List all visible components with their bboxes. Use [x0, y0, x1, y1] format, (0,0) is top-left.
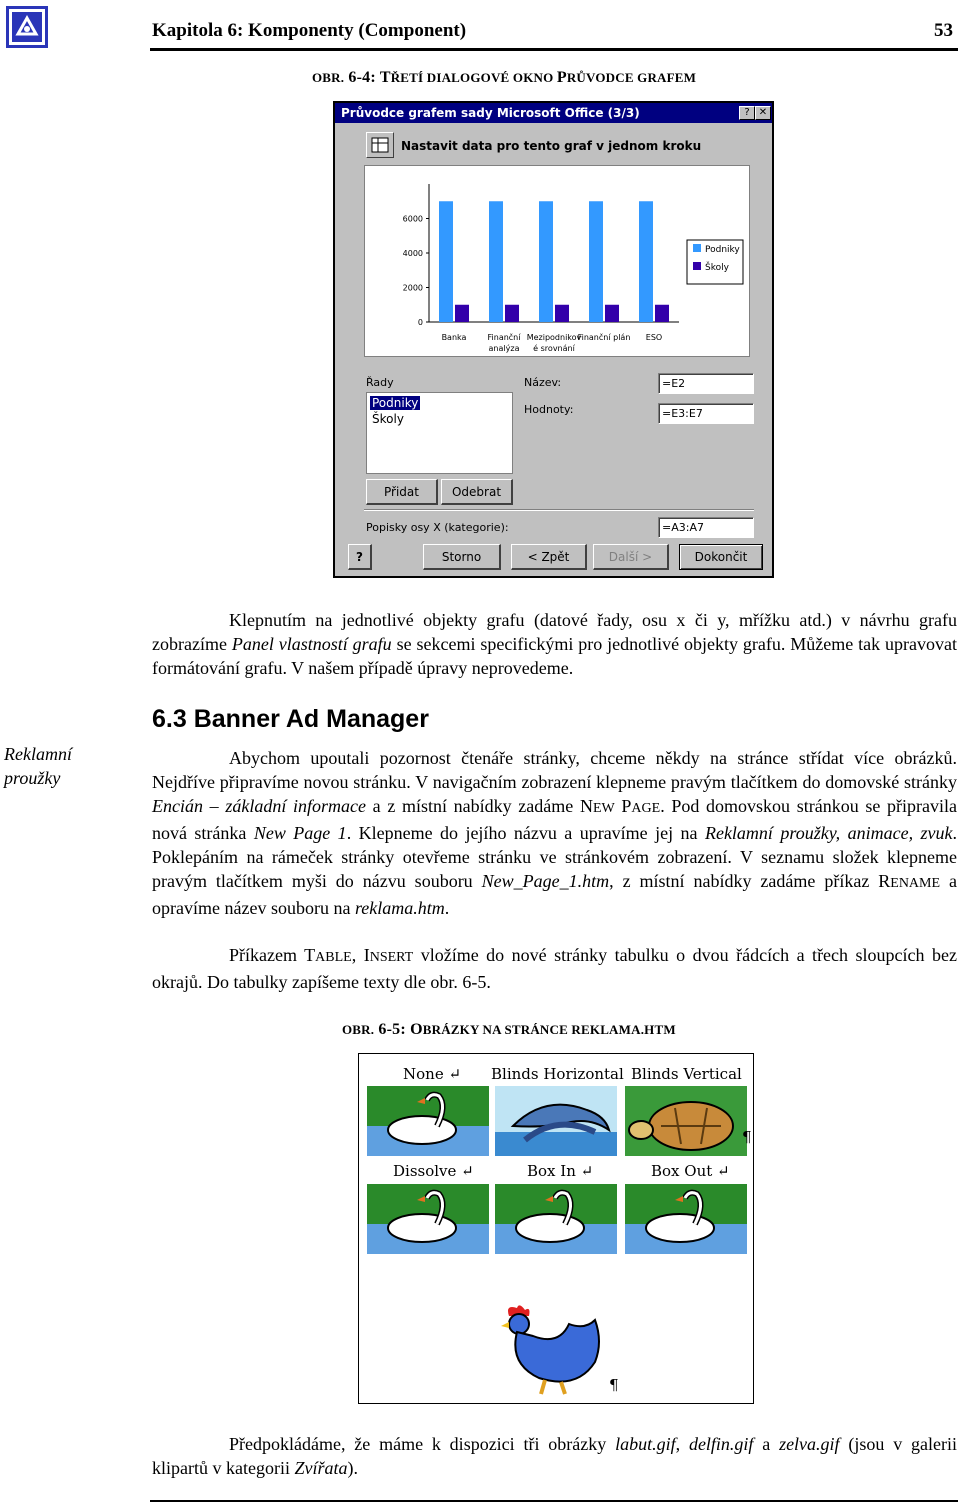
pilcrow-mark: ¶: [742, 1128, 752, 1146]
paragraph-4: Předpokládáme, že máme k dispozici tři obrázky labut.gif, delfin.gif a zelva.gif (jsou v galerii klipartů v kategorii Zvířata).: [152, 1434, 957, 1478]
one-step-label: Nastavit data pro tento graf v jednom kroku: [401, 139, 702, 153]
cell-label-dissolve: Dissolve ↵: [393, 1162, 474, 1180]
values-label: Hodnoty:: [524, 403, 574, 416]
bar-chart: [365, 166, 749, 356]
chart-legend-swatch: [693, 262, 701, 270]
separator: [364, 509, 754, 511]
series-label: Řady: [366, 376, 394, 389]
chart-bar-školy: [555, 305, 569, 322]
paragraph-1: Klepnutím na jednotlivé objekty grafu (datové řady, osu x či y, mřížku atd.) v návrhu grafu zobrazíme Panel vlastností grafu se sekcemi specifickými pro jednotlivé objekty grafu. Můžeme tak upravovat formátování grafu. V našem případě úpravy neprovedeme.: [152, 610, 958, 678]
chart-bar-podniky: [589, 201, 603, 322]
turtle-clipart-icon: [625, 1086, 747, 1161]
help-title-button[interactable]: ?: [739, 106, 755, 120]
chart-bar-podniky: [489, 201, 503, 322]
series-item-skoly[interactable]: Školy: [372, 412, 404, 426]
chart-bar-školy: [455, 305, 469, 322]
chart-bar-podniky: [539, 201, 553, 322]
chart-category-label: Finanční: [487, 333, 521, 342]
chart-y-tick-label: 0: [417, 318, 423, 327]
name-field[interactable]: =E2: [658, 373, 754, 394]
rooster-clipart-icon: [499, 1302, 609, 1402]
swan-clipart-icon: [495, 1184, 617, 1259]
figure-caption: OBR. 6-4: TŘETÍ DIALOGOVÉ OKNO PRŮVODCE GRAFEM: [312, 69, 697, 86]
chart-legend-label: Školy: [705, 263, 729, 273]
section-heading: 6.3 Banner Ad Manager: [152, 705, 429, 733]
series-list[interactable]: [366, 392, 513, 474]
swan-clipart-icon: [625, 1184, 747, 1259]
cell-label-none: None ↵: [403, 1065, 462, 1083]
back-button[interactable]: < Zpět: [511, 544, 587, 570]
series-item-podniky[interactable]: Podniky: [372, 396, 419, 410]
swan-clipart-icon: [367, 1086, 489, 1161]
chart-wizard-dialog: [333, 101, 774, 578]
cell-label-box-out: Box Out ↵: [651, 1162, 730, 1180]
paragraph-2: Abychom upoutali pozornost čtenáře stránky, chceme někdy na stránce střídat více obrázků. Nejdříve připravíme novou stránku. V navigačním zobrazení klepneme pravým tlačítkem do domovské stránky Encián – základní informace a z místní nabídky zadáme NEW PAGE. Pod domovskou stránkou se připravila nová stránka New Page 1. Klepneme do jejího názvu a upravíme jej na Reklamní proužky, animace, zvuk. Poklepáním na rámeček stránky otevřeme stránku ve stránkovém zobrazení. V seznamu složek klepneme pravým tlačítkem myši do názvu souboru New_Page_1.htm, z místní nabídky zadáme příkaz RENAME a opravíme název souboru na reklama.htm.: [152, 748, 958, 918]
chapter-logo-icon: [6, 6, 48, 48]
chart-bar-školy: [605, 305, 619, 322]
chart-category-label: é srovnání: [533, 344, 575, 353]
chart-category-label: analýza: [488, 344, 520, 353]
header-rule: [150, 48, 958, 51]
cell-label-box-in: Box In ↵: [527, 1162, 594, 1180]
datasheet-icon[interactable]: [366, 132, 394, 158]
footer-rule: [150, 1500, 958, 1502]
chart-bar-podniky: [439, 201, 453, 322]
name-label: Název:: [524, 376, 562, 389]
axis-labels-label: Popisky osy X (kategorie):: [366, 521, 509, 534]
chart-category-label: Finanční plán: [577, 333, 631, 342]
chart-y-tick-label: 2000: [402, 283, 423, 293]
dialog-title: Průvodce grafem sady Microsoft Office (3/3): [335, 103, 772, 123]
page-number: 53: [934, 20, 953, 41]
chart-legend-swatch: [693, 244, 701, 252]
reklama-page-figure: [358, 1053, 754, 1404]
paragraph-3: Příkazem TABLE, INSERT vložíme do nové stránky tabulku o dvou řádcích a třech sloupcích bez okrajů. Do tabulky zapíšeme texty dle obr. 6-5.: [152, 945, 957, 992]
pilcrow-mark-end: ¶: [609, 1376, 619, 1394]
close-icon[interactable]: ✕: [755, 106, 771, 120]
dolphin-clipart-icon: [495, 1086, 617, 1161]
chart-bar-podniky: [639, 201, 653, 322]
axis-labels-field[interactable]: =A3:A7: [658, 517, 754, 538]
cell-label-blinds-vertical: Blinds Vertical: [631, 1065, 742, 1083]
chart-y-tick-label: 4000: [402, 249, 423, 258]
next-button[interactable]: Další >: [593, 544, 669, 570]
chart-category-label: Mezipodnikov: [526, 333, 582, 342]
chart-preview[interactable]: [364, 165, 750, 357]
cancel-button[interactable]: Storno: [423, 544, 501, 570]
help-button[interactable]: ?: [348, 544, 372, 570]
add-series-button[interactable]: Přidat: [366, 479, 438, 505]
chart-category-label: Banka: [441, 333, 467, 342]
margin-note: Reklamní proužky: [4, 744, 72, 788]
values-field[interactable]: =E3:E7: [658, 403, 754, 424]
chart-bar-školy: [655, 305, 669, 322]
chart-category-label: ESO: [645, 333, 663, 342]
cell-label-blinds-horizontal: Blinds Horizontal: [491, 1065, 624, 1083]
chart-y-tick-label: 6000: [402, 214, 423, 224]
chart-legend-label: Podniky: [705, 245, 740, 255]
chart-bar-školy: [505, 305, 519, 322]
finish-button[interactable]: Dokončit: [679, 544, 763, 570]
remove-series-button[interactable]: Odebrat: [441, 479, 513, 505]
figure-2-caption: OBR. 6-5: OBRÁZKY NA STRÁNCE REKLAMA.HTM: [342, 1021, 676, 1038]
swan-clipart-icon: [367, 1184, 489, 1259]
chapter-title: Kapitola 6: Komponenty (Component): [152, 20, 467, 41]
